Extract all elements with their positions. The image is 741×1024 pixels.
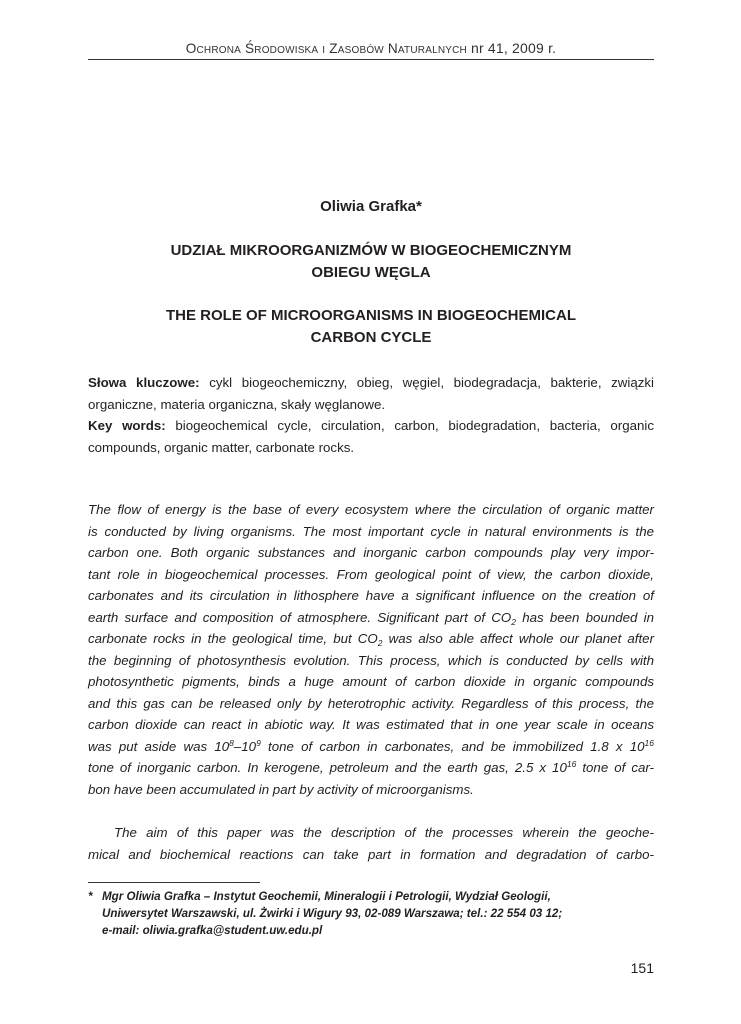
footnote-mark: * [88, 890, 93, 903]
abstract-text: earth surface and composition of atmosphere. Significant part of CO [88, 609, 512, 625]
abstract-line [88, 628, 654, 650]
abstract-line: bon have been accumulated in part by activity of microorganisms. [88, 781, 474, 797]
abstract-text: has been bounded in [522, 609, 654, 625]
aim-line: The aim of this paper was the description of the processes wherein the geoche- [114, 825, 654, 840]
aim-paragraph [88, 822, 654, 865]
keywords-polish-text: cykl biogeochemiczny, obieg, węgiel, biodegradacja, bakterie, związki organiczne, materia organiczna, skały węglanowe. [88, 375, 654, 412]
abstract-line [88, 757, 654, 779]
footnote-line: Mgr Oliwia Grafka – Instytut Geochemii, Mineralogii i Petrologii, Wydział Geologii, [102, 890, 551, 903]
abstract-line: carbon one. Both organic substances and inorganic carbon compounds play very impor- [88, 545, 654, 560]
keywords-polish [88, 372, 654, 415]
abstract-line: carbon dioxide can react in abiotic way. It was estimated that in one year scale in oceans [88, 717, 654, 732]
abstract-line: photosynthetic pigments, binds a huge amount of carbon dioxide in organic compounds [88, 674, 654, 689]
keywords-block [88, 372, 654, 458]
journal-name: Ochrona Środowiska i Zasobów Naturalnych [185, 41, 467, 56]
exponent: 9 [256, 737, 261, 748]
abstract-line [88, 607, 654, 629]
keywords-english [88, 415, 654, 458]
abstract-text: was put aside was 10 [88, 738, 230, 754]
title-polish-line-1: UDZIAŁ MIKROORGANIZMÓW W BIOGEOCHEMICZNYM [170, 242, 572, 259]
exponent: 16 [644, 737, 654, 748]
title-polish [88, 240, 654, 284]
abstract-line: tant role in biogeochemical processes. From geological point of view, the carbon dioxide, [88, 566, 654, 582]
title-english-line-2: CARBON CYCLE [310, 329, 432, 346]
abstract-line [88, 736, 654, 758]
abstract-text: tone of carbon in carbonates, and be immobilized 1.8 x 10 [268, 738, 645, 754]
abstract-line: The flow of energy is the base of every ecosystem where the circulation of organic matter [88, 502, 654, 517]
title-english [88, 305, 654, 349]
abstract-line: is conducted by living organisms. The most important cycle in natural environments is the [88, 523, 654, 539]
exponent: 16 [566, 759, 577, 769]
abstract-text: carbonate rocks in the geological time, but CO [88, 631, 378, 646]
abstract-text: was also able affect whole our planet after [388, 631, 654, 646]
co2-subscript: 2 [377, 638, 383, 648]
abstract-line: carbonates and its circulation in lithosphere have a significant influence on the creation of [88, 588, 654, 603]
keywords-polish-label: Słowa kluczowe: [88, 375, 200, 390]
page-number: 151 [630, 960, 654, 976]
abstract [88, 499, 654, 800]
abstract-line: and this gas can be released only by heterotrophic activity. Regardless of this process, the [88, 695, 654, 711]
exponent: 8 [229, 737, 234, 748]
abstract-text: tone of car- [582, 760, 654, 775]
title-polish-line-2: OBIEGU WĘGLA [311, 264, 431, 281]
keywords-english-text: biogeochemical cycle, circulation, carbon, biodegradation, bacteria, organic compounds, organic matter, carbonate rocks. [88, 418, 654, 455]
footnote-rule [88, 882, 260, 883]
title-english-line-1: THE ROLE OF MICROORGANISMS IN BIOGEOCHEMICAL [165, 307, 576, 324]
abstract-text: –10 [233, 738, 257, 754]
header-rule [88, 59, 654, 60]
footnote-email: e-mail: oliwia.grafka@student.uw.edu.pl [102, 924, 323, 937]
aim-line: mical and biochemical reactions can take part in formation and degradation of carbo- [88, 846, 654, 862]
issue-number: nr 41, 2009 r. [470, 40, 557, 56]
abstract-line: the beginning of photosynthesis evolution. This process, which is conducted by cells with [88, 652, 654, 668]
footnote [88, 888, 654, 939]
author-name: Oliwia Grafka* [320, 198, 422, 215]
keywords-english-label: Key words: [88, 418, 166, 433]
footnote-line: Uniwersytet Warszawski, ul. Żwirki i Wigury 93, 02-089 Warszawa; tel.: 22 554 03 12; [102, 907, 563, 920]
abstract-text: tone of inorganic carbon. In kerogene, petroleum and the earth gas, 2.5 x 10 [88, 760, 567, 775]
co2-subscript: 2 [511, 616, 516, 627]
running-header [88, 40, 654, 56]
